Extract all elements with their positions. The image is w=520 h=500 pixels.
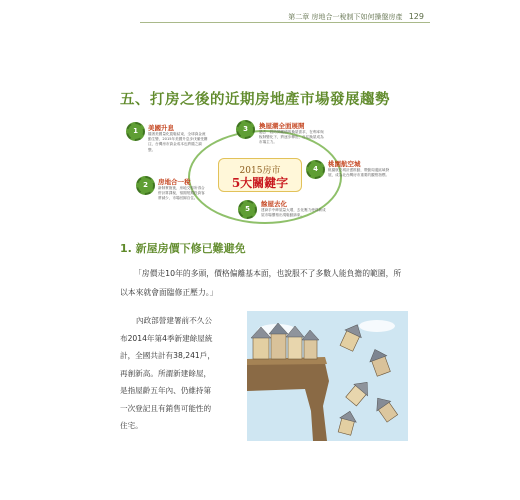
- cloud: [359, 320, 395, 332]
- body-line: 是指屋齡五年內、仍維持第: [120, 386, 212, 395]
- point-title: 桃園航空城: [328, 160, 361, 168]
- gear-icon: 5: [238, 200, 257, 219]
- body-paragraph: [120, 312, 250, 435]
- point-text: 建商手中餘屋量大增，去化壓力使得新成屋市場價格出現鬆動跡象。: [261, 208, 326, 218]
- point-text: 新制實施後，房地交易所得合併計算課稅，預期短期投資客將減少，市場回歸自住。: [158, 186, 205, 201]
- header-rule: [140, 22, 430, 23]
- running-header: [288, 12, 424, 22]
- body-line: 一次登記且有銷售可能性的: [120, 403, 212, 413]
- section-title: 五、打房之後的近期房地產市場發展趨勢: [120, 92, 390, 108]
- point-title: 美國升息: [148, 124, 174, 132]
- point-title: 餘屋去化: [261, 200, 287, 208]
- point-title: 房地合一稅: [158, 178, 191, 186]
- gear-icon: 3: [236, 120, 255, 139]
- falling-houses-cartoon: [247, 311, 408, 441]
- body-line: 內政部營建署前不久公: [136, 316, 212, 325]
- page-number: 129: [408, 12, 424, 21]
- keywords-card: [218, 158, 302, 192]
- gear-icon: 1: [126, 122, 145, 141]
- keywords-card-line2: 5大關鍵字: [231, 176, 289, 190]
- gear-icon: 2: [136, 176, 155, 195]
- running-title: 第二章 房地合一稅制下如何操盤房產: [288, 13, 403, 21]
- body-line: 計，全國共計有38,241戶，: [120, 351, 215, 360]
- body-line: 住宅。: [120, 421, 143, 430]
- keywords-infographic: [118, 120, 408, 228]
- point-text: 桃園航空城計畫推動，帶動周邊區域發展，成為北台灣房市重要的觀察指標。: [328, 168, 390, 178]
- point-text: 隨著美國量化寬鬆結束，全球資金流動生變，2015年美國升息步伐備受關注，台灣房市資金成本也將隨之調整。: [148, 132, 208, 152]
- body-line: 布2014年第4季新建餘屋統: [120, 333, 213, 343]
- point-title: 換屋潮全面展開: [259, 122, 305, 130]
- body-line: 再創新高。所謂新建餘屋，: [120, 368, 212, 378]
- quote-paragraph: 「房價走10年的多頭，價格偏離基本面，也說服不了多數人能負擔的範圍，所以本來就會面臨修正壓力。」: [120, 269, 402, 297]
- gear-icon: 4: [306, 160, 325, 179]
- point-text: 過去一段時間累積的換屋需求，在利率與稅制變化下，將逐步釋出，自住換屋成為市場主力。: [259, 130, 324, 145]
- keywords-card-line1: 2015房市: [239, 166, 281, 176]
- subsection-title: 1. 新屋房價下修已難避免: [120, 242, 246, 255]
